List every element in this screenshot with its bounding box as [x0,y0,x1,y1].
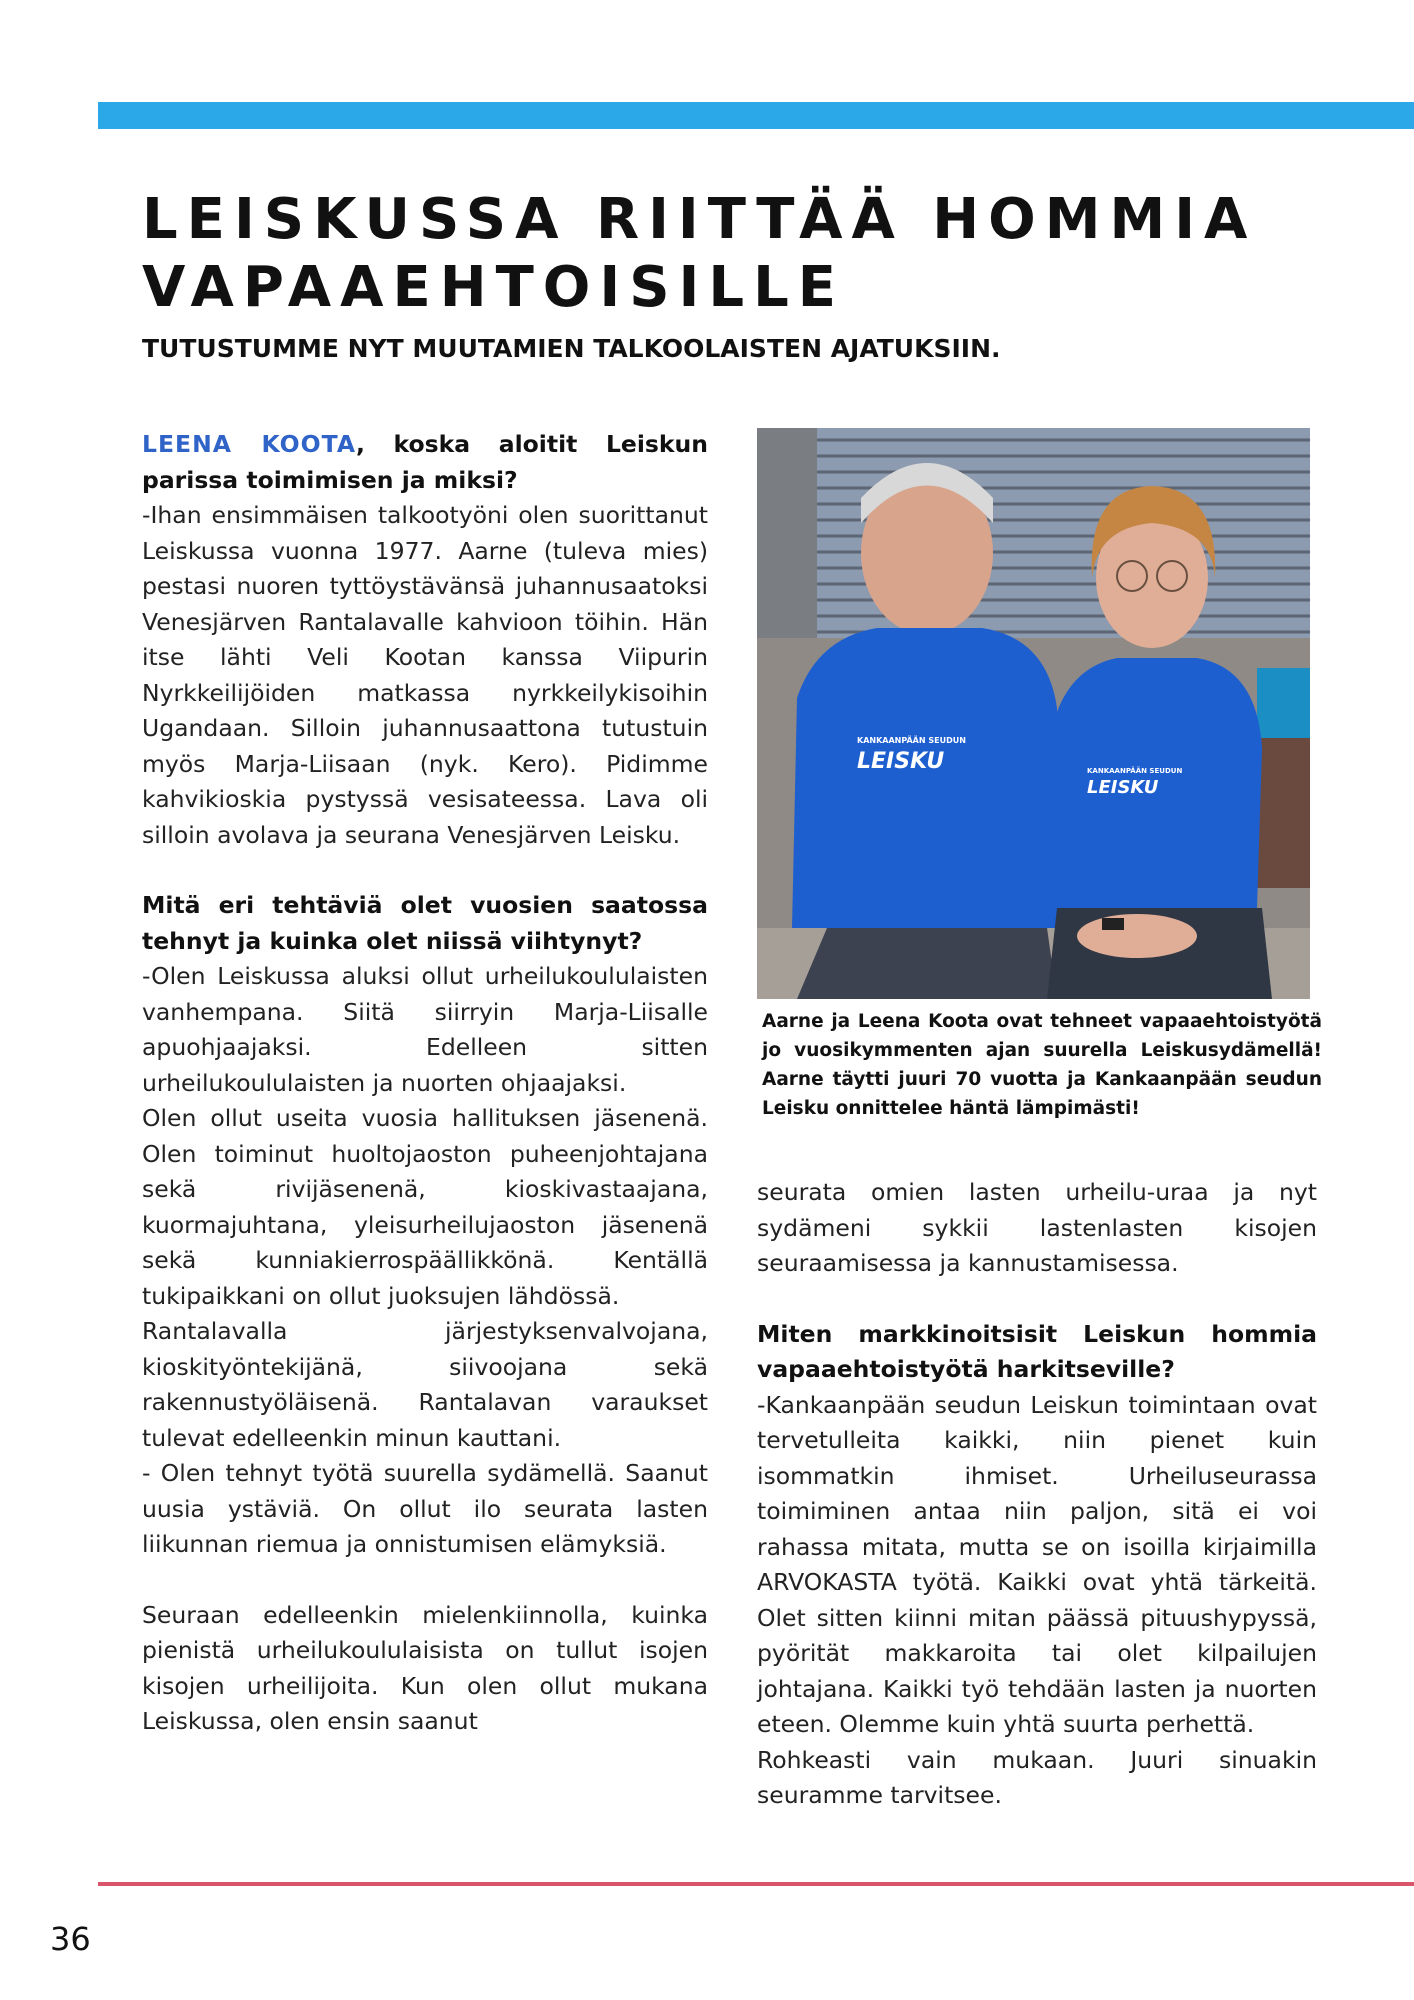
answer-2-paragraph-2: Olen ollut useita vuosia hallituksen jäsenenä. Olen toiminut huoltojaoston puheenjohtajana sekä rivijäsenenä, kioskivastaajana, kuormajuhtana, yleisurheilujaoston jäsenenä sekä kunniakierrospäällikkönä. Kentällä tukipaikkani on ollut juoksujen lähdössä. [142,1104,708,1310]
man-shirt-brand-small: KANKAANPÄÄN SEUDUN [857,736,966,745]
article-title-line2: VAPAAEHTOISILLE [142,255,846,320]
couple-photo [757,428,1310,999]
article-subtitle: TUTUSTUMME NYT MUUTAMIEN TALKOOLAISTEN AJATUKSIIN. [142,334,1001,363]
answer-3-paragraph-1: -Kankaanpään seudun Leiskun toimintaan ovat tervetulleita kaikki, niin pienet kuin isommatkin ihmiset. Urheiluseurassa toimiminen antaa niin paljon, sitä ei voi rahassa mitata, mutta se on isoilla kirjaimilla ARVOKASTA työtä. Kaikki ovat yhtä tärkeitä. Olet sitten kiinni mitan päässä pituushypyssä, pyörität makkaroita tai olet kilpailujen johtajana. Kaikki työ tehdään lasten ja nuorten eteen. Olemme kuin yhtä suurta perhettä. [757,1390,1317,1738]
photo-caption: Aarne ja Leena Koota ovat tehneet vapaaehtoistyötä jo vuosikymmenten ajan suurella Leiskusydämellä! Aarne täytti juuri 70 vuotta ja Kankaanpään seudun Leisku onnittelee häntä lämpimästi! [762,1011,1322,1119]
answer-2-paragraph-3: Rantalavalla järjestyksenvalvojana, kioskityöntekijänä, siivoojana sekä rakennustyöläisenä. Rantalavan varaukset tulevat edelleenkin minun kauttani. [142,1317,708,1452]
question-1-text: , koska aloitit Leiskun parissa toimimisen ja miksi? [142,430,708,494]
bottom-rule [98,1882,1414,1886]
article-title-line1: LEISKUSSA RIITTÄÄ HOMMIA [142,187,1257,252]
answer-2-paragraph-4: - Olen tehnyt työtä suurella sydämellä. Saanut uusia ystäviä. On ollut ilo seurata lasten liikunnan riemua ja onnistumisen elämyksiä. [142,1459,708,1558]
answer-1: -Ihan ensimmäisen talkootyöni olen suorittanut Leiskussa vuonna 1977. Aarne (tuleva mies) pestasi nuoren tyttöystävänsä juhannusaatoksi Venesjärven Rantalavalle kahvioon töihin. Hän itse lähti Veli Kootan kanssa Viipurin Nyrkkeilijöiden matkassa nyrkkeilykisoihin Ugandaan. Silloin juhannusaattona tutustuin myös Marja-Liisaan (nyk. Kero). Pidimme kahvikioskia pystyssä vesisateessa. Lava oli silloin avolava ja seurana Venesjärven Leisku. [142,501,708,849]
question-3: Miten markkinoitsisit Leiskun hommia vapaaehtoistyötä harkitseville? [757,1319,1317,1383]
answer-2-continued: seurata omien lasten urheilu-uraa ja nyt sydämeni sykkii lastenlasten kisojen seuraamisessa ja kannustamisessa. [757,1178,1317,1277]
left-column [142,427,708,1740]
article-title [142,186,1322,322]
right-column [757,1175,1317,1814]
page-number: 36 [50,1920,91,1958]
answer-2-paragraph-5: Seuraan edelleenkin mielenkiinnolla, kuinka pienistä urheilukoululaisista on tullut isojen kisojen urheilijoita. Kun olen ollut mukana Leiskussa, olen ensin saanut [142,1600,708,1735]
top-accent-bar [98,102,1414,129]
answer-2-paragraph-1: -Olen Leiskussa aluksi ollut urheilukoululaisten vanhempana. Siitä siirryin Marja-Liisalle apuohjaajaksi. Edelleen sitten urheilukoululaisten ja nuorten ohjaajaksi. [142,962,708,1097]
answer-3-paragraph-2: Rohkeasti vain mukaan. Juuri sinuakin seuramme tarvitsee. [757,1745,1317,1809]
question-1 [142,427,708,498]
woman-shirt-brand-small: KANKAANPÄÄN SEUDUN [1087,767,1183,775]
woman-shirt-brand-large: LEISKU [1087,777,1159,798]
question-2: Mitä eri tehtäviä olet vuosien saatossa tehnyt ja kuinka olet niissä viihtynyt? [142,891,708,955]
interviewee-name: LEENA KOOTA [142,430,357,458]
man-shirt-brand-large: LEISKU [857,749,945,774]
